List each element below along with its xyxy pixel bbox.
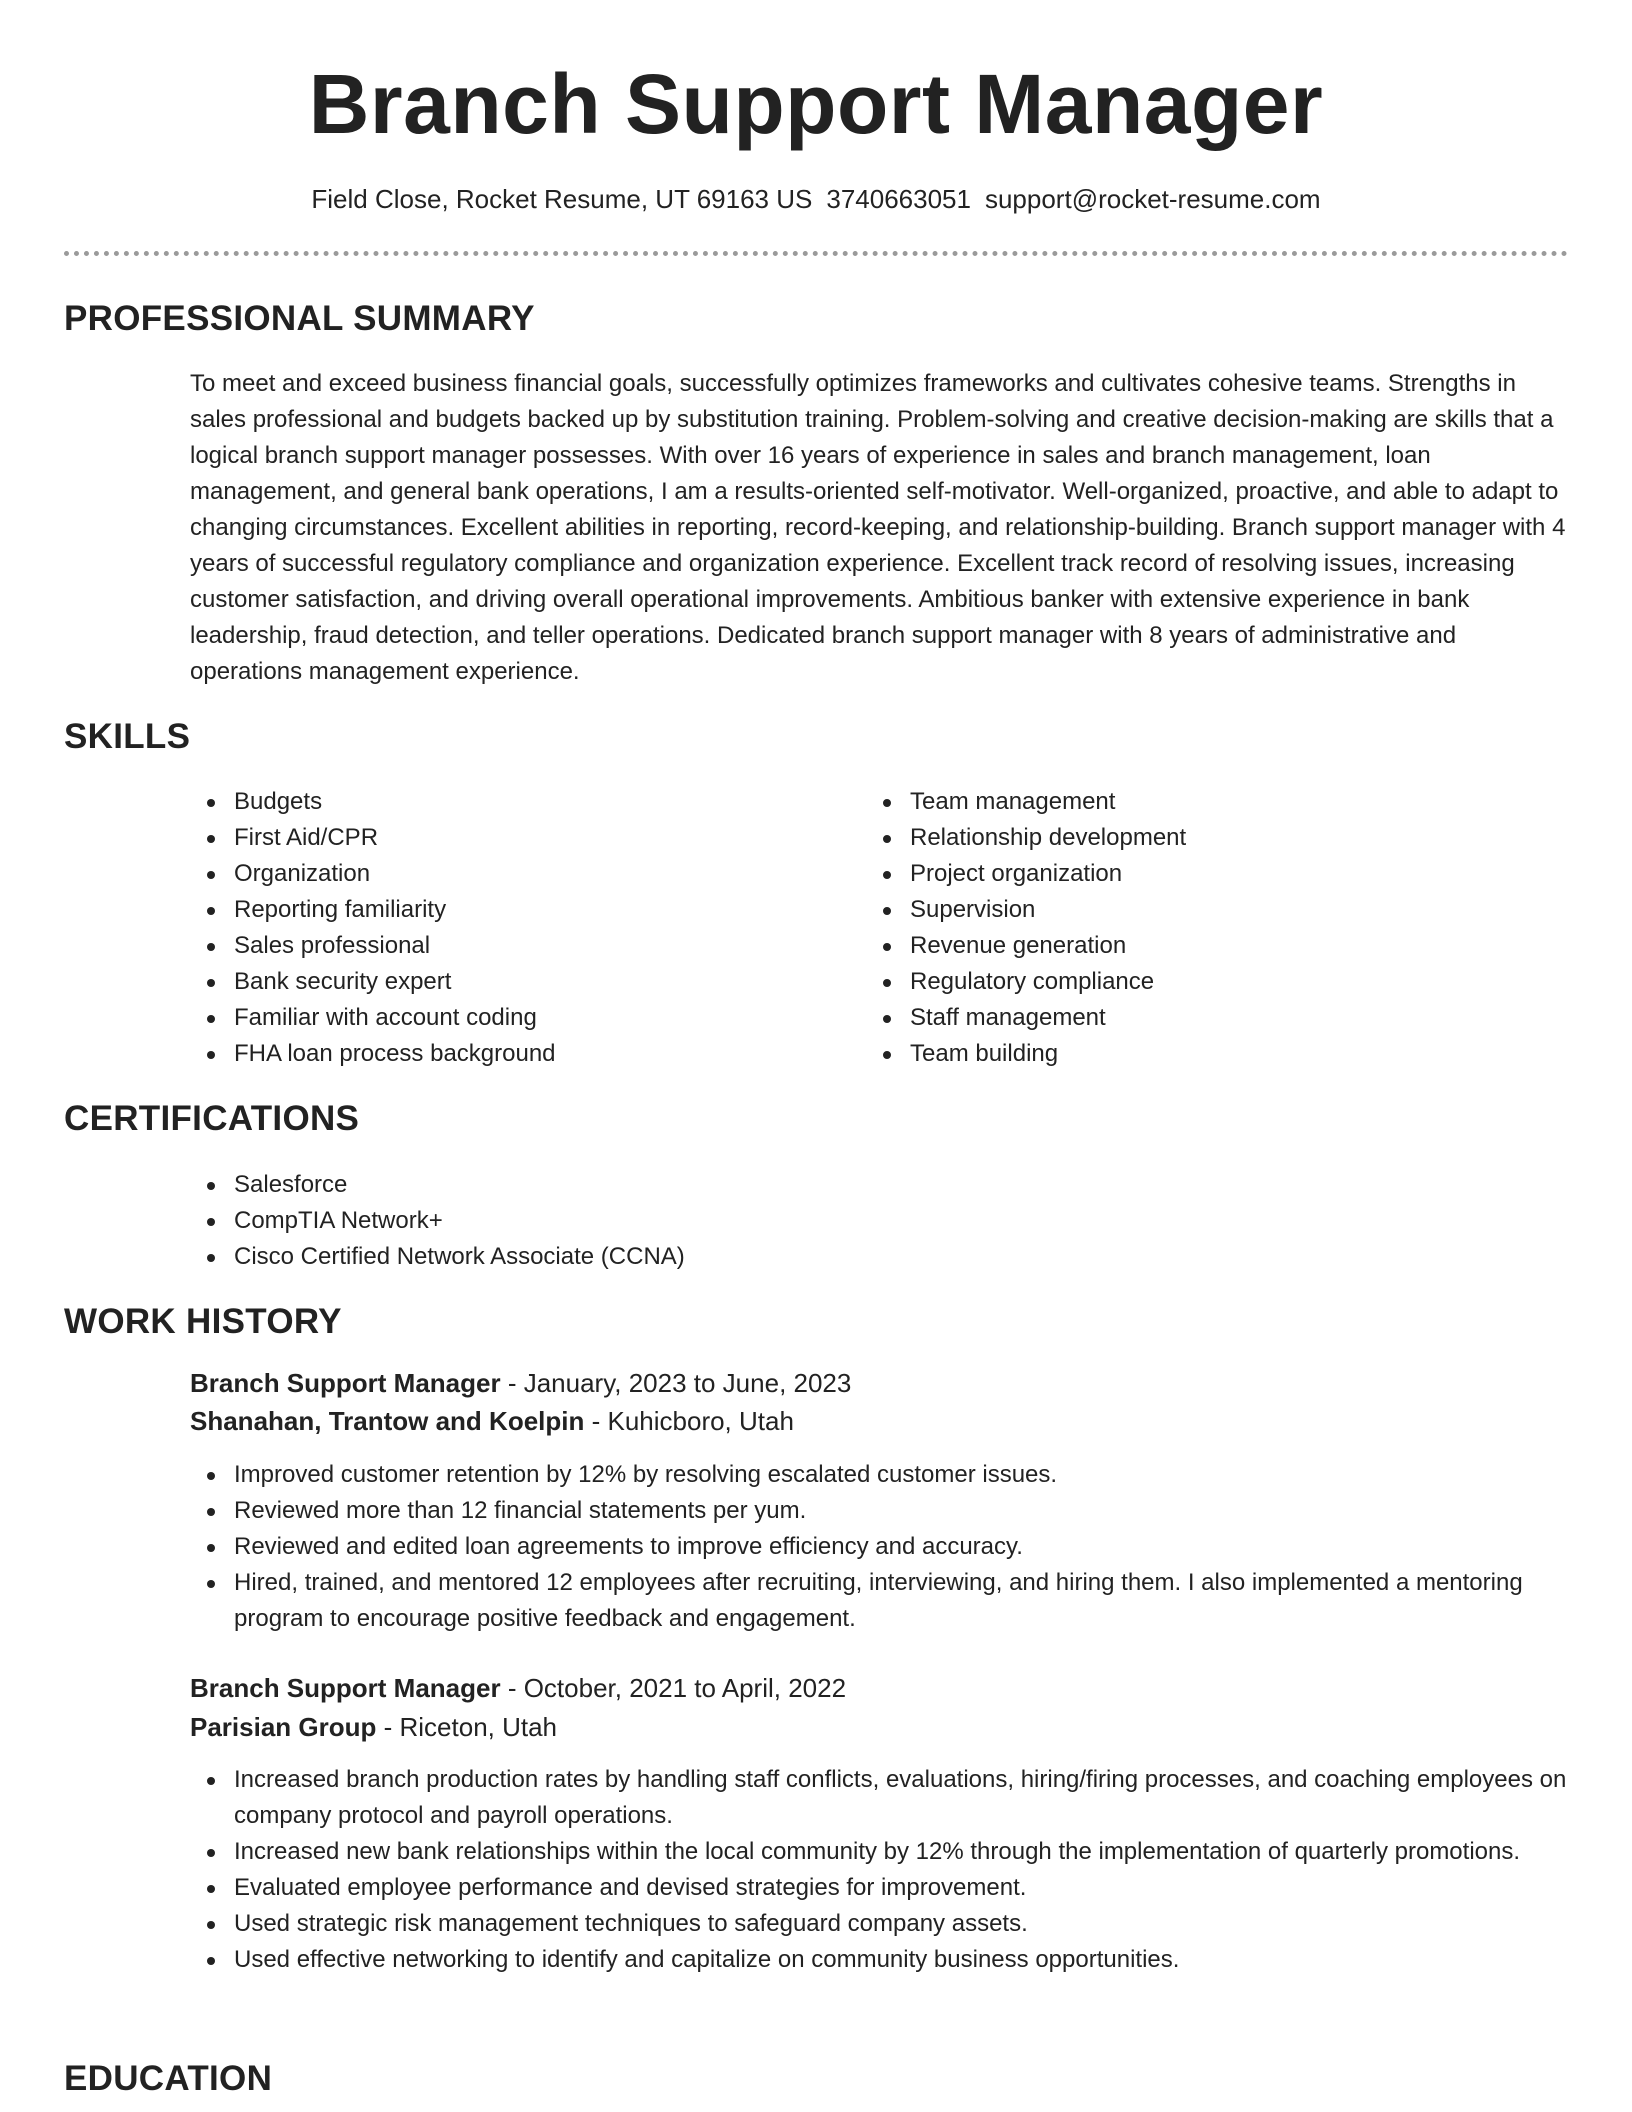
skill-item: Reporting familiarity [190, 892, 830, 928]
job-bullets [190, 1762, 1570, 1978]
job-bullet: Evaluated employee performance and devised strategies for improvement. [190, 1870, 1570, 1906]
contact-phone: 3740663051 [826, 184, 971, 214]
job-title-line [190, 1669, 846, 1707]
skill-item: FHA loan process background [190, 1036, 830, 1072]
skill-item: Organization [190, 856, 830, 892]
skill-item: Regulatory compliance [866, 964, 1506, 1000]
job-bullet: Increased branch production rates by handling staff conflicts, evaluations, hiring/firing processes, and coaching employees on company protocol and payroll operations. [190, 1762, 1570, 1834]
job-company: Parisian Group [190, 1712, 377, 1742]
job-title: Branch Support Manager [190, 1368, 501, 1398]
skill-item: Staff management [866, 1000, 1506, 1036]
skill-item: First Aid/CPR [190, 820, 830, 856]
job-title: Branch Support Manager [190, 1673, 501, 1703]
job-title-line [190, 1364, 851, 1402]
job-bullet: Used effective networking to identify and capitalize on community business opportunities. [190, 1942, 1570, 1978]
skill-item: Sales professional [190, 928, 830, 964]
contact-email: support@rocket-resume.com [984, 184, 1321, 214]
job-company-line [190, 1402, 794, 1440]
certification-item: Cisco Certified Network Associate (CCNA) [190, 1239, 1090, 1275]
contact-line [0, 182, 1632, 216]
section-title-work-history: WORK HISTORY [64, 1302, 342, 1341]
skill-item: Team building [866, 1036, 1506, 1072]
skill-item: Team management [866, 784, 1506, 820]
job-company: Shanahan, Trantow and Koelpin [190, 1406, 585, 1436]
resume-name: Branch Support Manager [308, 57, 1324, 151]
certifications-list [190, 1167, 1090, 1275]
certification-item: CompTIA Network+ [190, 1203, 1090, 1239]
job-bullet: Reviewed more than 12 financial statements per yum. [190, 1493, 1570, 1529]
skill-item: Familiar with account coding [190, 1000, 830, 1036]
job-dates: - October, 2021 to April, 2022 [500, 1673, 847, 1703]
job-company-line [190, 1708, 557, 1746]
job-bullet: Increased new bank relationships within the local community by 12% through the implementation of quarterly promotions. [190, 1834, 1570, 1870]
section-title-skills: SKILLS [64, 717, 191, 756]
skill-item: Bank security expert [190, 964, 830, 1000]
section-title-education: EDUCATION [64, 2059, 273, 2098]
job-bullet: Improved customer retention by 12% by resolving escalated customer issues. [190, 1457, 1570, 1493]
skill-item: Relationship development [866, 820, 1506, 856]
skills-list-right [866, 784, 1506, 1072]
job-bullet: Used strategic risk management techniques to safeguard company assets. [190, 1906, 1570, 1942]
skills-list-left [190, 784, 830, 1072]
skill-item: Revenue generation [866, 928, 1506, 964]
job-location: - Riceton, Utah [376, 1712, 558, 1742]
summary-text: To meet and exceed business financial goals, successfully optimizes frameworks and cultivates cohesive teams. Strengths in sales professional and budgets backed up by substitution training. Problem-solving and creative decision-making are skills that a logical branch support manager possesses. With over 16 years of experience in sales and branch management, loan management, and general bank operations, I am a results-oriented self-motivator. Well-organized, proactive, and able to adapt to changing circumstances. Excellent abilities in reporting, record-keeping, and relationship-building. Branch support manager with 4 years of successful regulatory compliance and organization experience. Excellent track record of resolving issues, increasing customer satisfaction, and driving overall operational improvements. Ambitious banker with extensive experience in bank leadership, fraud detection, and teller operations. Dedicated branch support manager with 8 years of administrative and operations management experience. [190, 370, 1566, 685]
job-location: - Kuhicboro, Utah [584, 1406, 794, 1436]
job-dates: - January, 2023 to June, 2023 [500, 1368, 852, 1398]
certification-item: Salesforce [190, 1167, 1090, 1203]
section-title-summary: PROFESSIONAL SUMMARY [64, 299, 535, 338]
job-bullet: Hired, trained, and mentored 12 employees after recruiting, interviewing, and hiring them. I also implemented a mentoring program to encourage positive feedback and engagement. [190, 1565, 1570, 1637]
skill-item: Project organization [866, 856, 1506, 892]
contact-address: Field Close, Rocket Resume, UT 69163 US [311, 184, 813, 214]
job-bullets [190, 1457, 1570, 1637]
skill-item: Supervision [866, 892, 1506, 928]
job-bullet: Reviewed and edited loan agreements to improve efficiency and accuracy. [190, 1529, 1570, 1565]
header-divider [64, 251, 1568, 256]
skill-item: Budgets [190, 784, 830, 820]
section-title-certifications: CERTIFICATIONS [64, 1099, 360, 1138]
